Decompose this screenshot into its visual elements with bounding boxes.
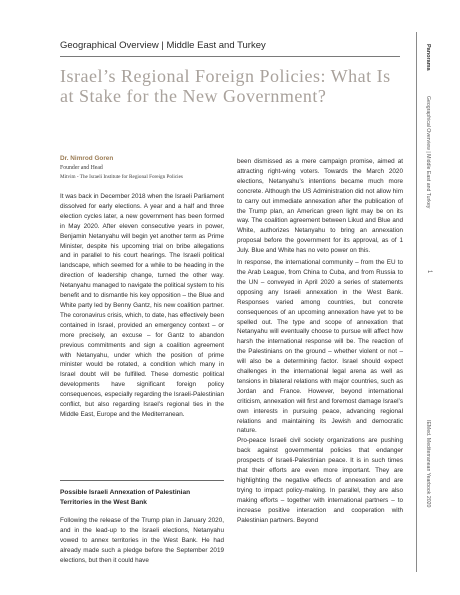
page-number: 1	[426, 270, 432, 274]
author-name: Dr. Nimrod Goren	[60, 155, 114, 162]
body-paragraph: Following the release of the Trump plan in January 2020, and in the lead-up to the Israeli elections, Netanyahu vowed to annex territories in the West Bank. He had already made such a pledge before the September 2019 elections, but then it could have	[60, 517, 224, 564]
section-label: Geographical Overview | Middle East and Turkey	[60, 40, 266, 51]
body-paragraph: It was back in December 2018 when the Israeli Parliament dissolved for early elections. A year and a half and three election cycles later, a new government has been formed in May 2020. After eleven consecutive years in power, Benjamin Netanyahu will begin yet another term as Prime Minister, despite his upcoming trial on bribe allegations and in parallel to his court hearings. The Israeli political landscape, which seemed for a while to be heading in the direction of leadership change, turned the other way. Netanyahu managed to navigate the political system to his benefit and to dismantle his key opposition – the Blue and White party led by Benny Gantz, his new coalition partner. The coronavirus crisis, which, to date, has effectively been contained in Israel, provided an emergency context – or more precisely, an excuse – for Gantz to abandon previous commitments and sign a coalition agreement with Netanyahu, under which the position of prime minister would be rotated, a condition which many in Israel doubt will be fulfilled. These domestic political developments have significant foreign policy consequences, especially regarding the Israeli-Palestinian conflict, but also regarding Israel’s regional ties in the Middle East, Europe and the Mediterranean.	[60, 193, 224, 418]
page-title: Israel’s Regional Foreign Policies: What Is at Stake for the New Government?	[60, 66, 391, 106]
sidebar-footer: IEMed. Mediterranean Yearbook 2020	[425, 420, 431, 508]
body-paragraph: been dismissed as a mere campaign promise, aimed at attracting right-wing voters. Towards the March 2020 elections, Netanyahu’s intentions became much more concrete. Although the US Administration did not allow him to carry out immediate annexation after the publication of the Trump plan, an American green light may be on its way. The coalition agreement between Likud and Blue and White, authorizes Netanyahu to bring an annexation proposal before the government for its approval, as of 1 July. Blue and White has no veto power on this.	[237, 158, 403, 255]
author-block	[60, 154, 220, 182]
sidebar-divider	[416, 32, 417, 572]
body-paragraph: In response, the international community – from the EU to the Arab League, from China to Cuba, and from Russia to the UN – conveyed in April 2020 a series of statements opposing any Israeli annexation in the West Bank. Responses varied among countries, but concrete consequences of an upcoming annexation have yet to be spelled out. The type and scope of annexation that Netanyahu will eventually choose to pursue will affect how harsh the international response will be. The reaction of the Palestinians on the ground – whether violent or not – will also be a determining factor. Israel should expect challenges in the international legal arena as well as tensions in bilateral relations with major countries, such as Jordan and France. However, beyond international criticism, annexation will first and foremost damage Israel’s own interests in pursuing peace, advancing regional relations and maintaining its Jewish and democratic nature.	[237, 259, 403, 435]
top-divider	[60, 56, 400, 57]
section-subheading: Possible Israeli Annexation of Palestinian Territories in the West Bank	[60, 489, 191, 506]
right-column	[237, 157, 403, 526]
subheading-divider	[60, 480, 224, 481]
author-organization: Mitvim - The Israeli Institute for Regional Foreign Policies	[60, 174, 183, 180]
author-role: Founder and Head	[60, 165, 103, 171]
sidebar-brand: Panorama	[425, 44, 431, 71]
body-paragraph: Pro-peace Israeli civil society organizations are pushing back against governmental policies that endanger prospects of Israeli-Palestinian peace. It is in such times that their efforts are even more important. They are highlighting the negative effects of annexation and are trying to impact policy-making. In parallel, they are also making efforts – together with international partners – to increase positive interaction and cooperation with Palestinian partners. Beyond	[237, 437, 403, 524]
sidebar-section-label: Geographical Overview | Middle East and Turkey	[425, 96, 431, 209]
